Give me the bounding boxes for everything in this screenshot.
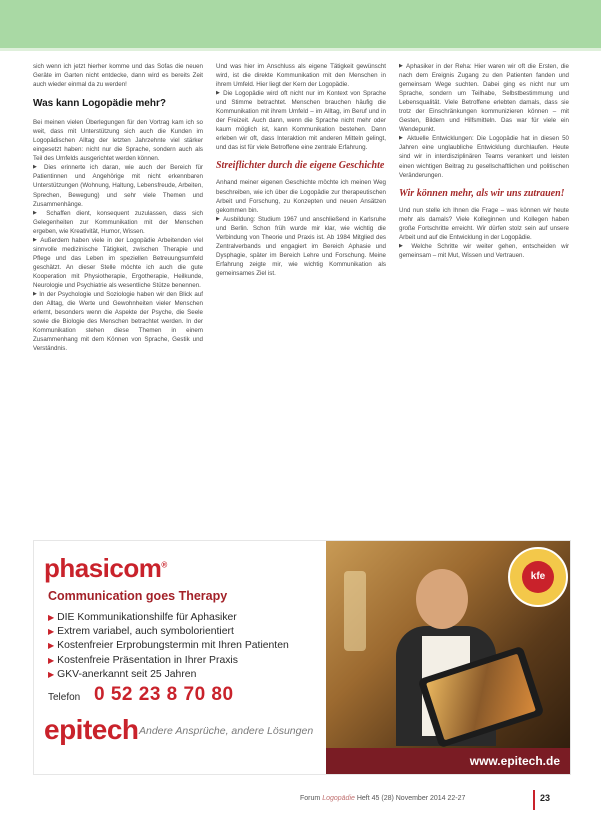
footer-journal: Forum [300, 795, 321, 802]
bullet-paragraph: ▶ In der Psychologie und Soziologie haben wir den Blick auf den Alltag, die Werte und Gewohnheiten vieler Menschen erlernt, besonders wenn die Aspekte der Psyche, die Seele sowie die Biologie des Menschen betrachtet werden. In der Kommunikation stehen diese Themen in einem Zusammenhang mit dem Können von Sprache, Gestik und Verständnis. [33, 290, 203, 353]
header-divider [0, 48, 601, 51]
bullet-paragraph: ▶ Dies erinnerte ich daran, wie auch der Bereich für Patientinnen und Angehörige mit nicht erkennbaren Unterstützungen (Wohnung, Haltung, Lebensfreude, Arbeiten, Sprechen, Bewegung) und sehr viele Themen und Zusammenhänge. [33, 163, 203, 208]
footer-brand: Logopädie [322, 795, 355, 802]
epitech-slogan: Andere Ansprüche, andere Lösungen [139, 725, 314, 737]
phone-number: 0 52 23 8 70 80 [94, 684, 234, 705]
section-subheading: Streiflichter durch die eigene Geschichte [216, 160, 385, 172]
section-heading: Was kann Logopädie mehr? [33, 98, 166, 110]
ad-slogan: Communication goes Therapy [48, 589, 228, 603]
website-link[interactable]: www.epitech.de [469, 754, 560, 768]
bullet-paragraph: ▶ Schaffen dient, konsequent zuzulassen, dass sich Gelegenheiten zur Kommunikation mit der Menschen ergeben, wie Kreativität, Humor, Wissen. [33, 209, 203, 236]
page-footer [300, 795, 465, 802]
feature-list [48, 611, 289, 682]
bullet-paragraph: ▶ Ausbildung: Studium 1967 und anschließend in Karlsruhe und Berlin. Schon früh wurde mir klar, wie wichtig die Verbindung von Theorie und Praxis ist. Ab 1984 Mitglied des Zentralverbands und engagiert im Bereich Aphasie und Dysphagie, später im Bereich Lehre und Forschung. Meine Erfahrung zeigte mir, wie wichtig Kommunikation als gemeinsames Ziel ist. [216, 215, 386, 278]
epitech-logo: epitech [44, 714, 139, 745]
list-item: ▶ Kostenfreier Erprobungstermin mit Ihren Patienten [48, 640, 289, 652]
page-number: 23 [540, 793, 551, 803]
text-column-1 [33, 62, 203, 353]
url-bar [326, 748, 570, 774]
person-head [416, 569, 468, 629]
bullet-paragraph: ▶ Aphasiker in der Reha: Hier waren wir oft die Ersten, die nach dem Ereignis Zugang zu den Patienten fanden und gemeinsam Wege suchten. Dabei ging es nicht nur um Sprache, sondern um Teilhabe, Selbstbestimmung und Lebensqualität. Viele Betroffene erlebten damals, dass sie trotz der Einschränkungen kommunizieren können – mit Gesten, Bildern und Hilfsmitteln. Das war für viele ein Wendepunkt. [399, 62, 569, 134]
list-item: ▶ Kostenfreie Präsentation in Ihrer Praxis [48, 654, 238, 666]
kfe-badge-label: kfe [522, 561, 554, 593]
phasicom-logo: phasicom® [44, 553, 167, 583]
list-item: ▶ DIE Kommunikationshilfe für Aphasiker [48, 612, 237, 623]
bullet-paragraph: ▶ Außerdem haben viele in der Logopädie Arbeitenden viel sinnvolle medizinische Tätigkeit, zwischen Therapie und Pflege und das Leben im speziellen Betreuungsumfeld geschätzt. An dieser Stelle möchte ich auch die gute Kooperation mit Physiotherapie, Ergotherapie, Heilkunde, Neurologie und Psychiatrie als wesentliche Stütze benennen. [33, 236, 203, 290]
footer-divider [533, 790, 535, 810]
paragraph: Anhand meiner eigenen Geschichte möchte ich meinen Weg beschreiben, wie ich über die Logopädie zur therapeutischen Arbeit und Forschung, zu Konzepten und neuen Ansätzen gekommen bin. [216, 179, 386, 214]
paragraph: Und nun stelle ich Ihnen die Frage – was können wir heute mehr als damals? Viele Kolleginnen und Kollegen haben große Fortschritte erreicht. Wir dürfen stolz sein auf unsere Arbeit und auf die Entwicklung in der Logopädie. [399, 206, 569, 241]
header-band [0, 0, 601, 48]
triangle-arrow-icon: ▶ [48, 613, 55, 622]
bullet-paragraph: ▶ Aktuelle Entwicklungen: Die Logopädie hat in diesen 50 Jahren eine unglaubliche Entwicklung durchlaufen. Heute sind wir in interdisziplinären Teams verankert und leisten einen wichtigen Beitrag zu gesellschaftlichen und politischen Veränderungen. [399, 134, 569, 179]
text-column-3 [399, 62, 569, 260]
triangle-arrow-icon: ▶ [48, 655, 55, 665]
paragraph: Bei meinen vielen Überlegungen für den Vortrag kam ich so weit, dass mit Unterstützung sich auch die Kunden im Logopädischen Alltag der letzten Jahrzehnte viel stärker eingesetzt haben: nicht nur die Sprache, sondern auch als Teil des Umfelds ausgerichtet werden können. [33, 119, 203, 163]
footer-issue: Heft 45 (28) November 2014 22-27 [356, 795, 466, 802]
triangle-arrow-icon: ▶ [48, 669, 55, 679]
list-item: ▶ Extrem variabel, auch symbolorientiert [48, 626, 234, 638]
triangle-arrow-icon: ▶ [48, 627, 55, 637]
ad-photo [326, 541, 570, 774]
text-column-2 [216, 62, 386, 278]
section-subheading: Wir können mehr, als wir uns zutrauen! [399, 187, 565, 199]
bullet-paragraph: ▶ Die Logopädie wird oft nicht nur im Kontext von Sprache und Stimme betrachtet. Menschen brauchen häufig die Kommunikation mit ihrem Umfeld – im Alltag, im Beruf und in der Freizeit. Auch dann, wenn die Sprache nicht mehr oder kaum möglich ist, kann Kommunikation bestehen. Dann erleben wir oft, dass Interaktion mit anderen Mitteln gelingt, und das ist für viele Betroffene eine zentrale Erfahrung. [216, 89, 386, 152]
list-item: ▶ GKV-anerkannt seit 25 Jahren [48, 668, 197, 680]
triangle-arrow-icon: ▶ [48, 641, 55, 651]
advertisement [33, 540, 571, 775]
bullet-paragraph: ▶ Welche Schritte wir weiter gehen, entscheiden wir gemeinsam – mit Mut, Wissen und Vertrauen. [399, 242, 569, 260]
kfe-badge [508, 547, 568, 607]
phone-label: Telefon [48, 692, 81, 703]
bottle-shape [344, 571, 366, 651]
paragraph: Und was hier im Anschluss als eigene Tätigkeit gewünscht wird, ist die direkte Kommunikation mit den Menschen in ihrem Umfeld. Hier liegt der Kern der Logopädie. [216, 63, 386, 89]
paragraph: sich wenn ich jetzt hierher komme und das Sofas die neuen Geräte im Garten nicht entdecke, dann wird es bereits Zeit auch wieder einmal da zu werden! [33, 63, 203, 89]
